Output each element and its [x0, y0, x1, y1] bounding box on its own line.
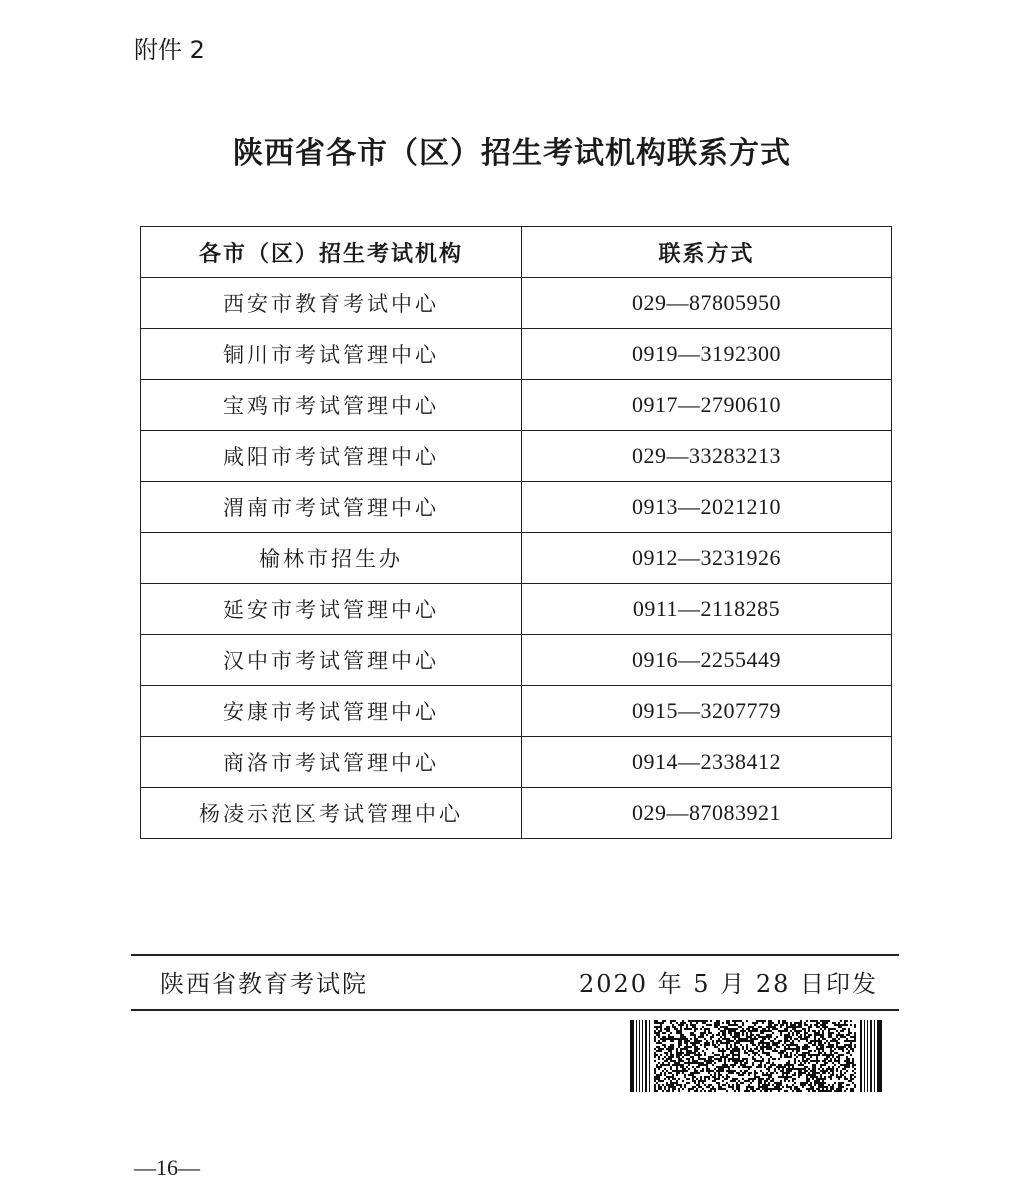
phone-cell: 0911—2118285: [522, 584, 892, 635]
table-row: [141, 482, 892, 533]
table-row: [141, 788, 892, 839]
attachment-label: 附件 2: [134, 36, 205, 64]
phone-cell: 0916—2255449: [522, 635, 892, 686]
footer-rule-bottom: [131, 1009, 899, 1011]
phone-cell: 0917—2790610: [522, 380, 892, 431]
table-row: [141, 686, 892, 737]
contacts-table: [140, 226, 892, 839]
org-cell: 西安市教育考试中心: [141, 278, 522, 329]
issue-date: 2020 年 5 月 28 日印发: [578, 970, 878, 998]
phone-cell: 0919—3192300: [522, 329, 892, 380]
org-cell: 铜川市考试管理中心: [141, 329, 522, 380]
org-cell: 延安市考试管理中心: [141, 584, 522, 635]
phone-cell: 029—87805950: [522, 278, 892, 329]
phone-cell: 0915—3207779: [522, 686, 892, 737]
table-header-row: [141, 227, 892, 278]
table-row: [141, 380, 892, 431]
table-row: [141, 329, 892, 380]
table-row: [141, 584, 892, 635]
page-title: 陕西省各市（区）招生考试机构联系方式: [233, 136, 791, 171]
2d-barcode-icon: [630, 1020, 882, 1092]
table-row: [141, 635, 892, 686]
org-cell: 宝鸡市考试管理中心: [141, 380, 522, 431]
table-row: [141, 431, 892, 482]
issuer-name: 陕西省教育考试院: [160, 970, 368, 998]
org-cell: 商洛市考试管理中心: [141, 737, 522, 788]
footer-rule-top: [131, 954, 899, 956]
org-cell: 榆林市招生办: [141, 533, 522, 584]
org-cell: 安康市考试管理中心: [141, 686, 522, 737]
phone-cell: 029—33283213: [522, 431, 892, 482]
org-cell: 渭南市考试管理中心: [141, 482, 522, 533]
phone-cell: 0912—3231926: [522, 533, 892, 584]
phone-cell: 029—87083921: [522, 788, 892, 839]
column-header-org: 各市（区）招生考试机构: [141, 227, 522, 278]
table-row: [141, 533, 892, 584]
column-header-contact: 联系方式: [522, 227, 892, 278]
page-number: —16—: [134, 1155, 200, 1180]
phone-cell: 0913—2021210: [522, 482, 892, 533]
org-cell: 汉中市考试管理中心: [141, 635, 522, 686]
table-row: [141, 278, 892, 329]
phone-cell: 0914—2338412: [522, 737, 892, 788]
org-cell: 咸阳市考试管理中心: [141, 431, 522, 482]
org-cell: 杨凌示范区考试管理中心: [141, 788, 522, 839]
table-row: [141, 737, 892, 788]
